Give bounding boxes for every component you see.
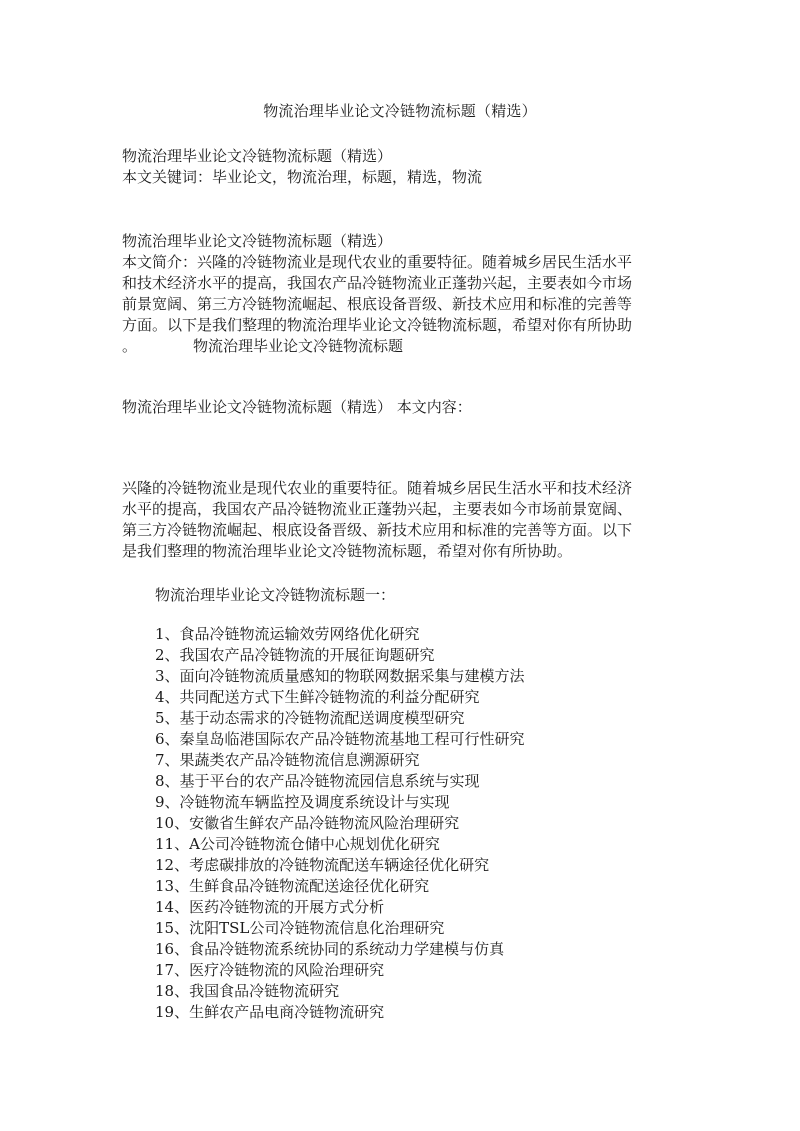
content-heading-block [122, 397, 682, 418]
summary-line: 前景宽阔、第三方冷链物流崛起、根底设备晋级、新技术应用和标准的完善等 [122, 295, 633, 313]
list-item: 8、基于平台的农产品冷链物流园信息系统与实现 [155, 772, 480, 790]
list-item: 18、我国食品冷链物流研究 [155, 982, 340, 1000]
list-item: 16、食品冷链物流系统协同的系统动力学建模与仿真 [155, 940, 505, 958]
keywords-line: 本文关键词：毕业论文，物流治理，标题，精选，物流 [122, 168, 483, 186]
body-block [122, 478, 682, 562]
body-line: 水平的提高，我国农产品冷链物流业正蓬勃兴起，主要表如今市场前景宽阔、 [122, 500, 633, 518]
document-title: 物流治理毕业论文冷链物流标题（精选） [263, 102, 537, 120]
title-list [155, 624, 525, 1023]
list-item: 10、安徽省生鲜农产品冷链物流风险治理研究 [155, 814, 460, 832]
body-line: 第三方冷链物流崛起、根底设备晋级、新技术应用和标准的完善等方面。以下 [122, 521, 633, 539]
list-item: 2、我国农产品冷链物流的开展征询题研究 [155, 646, 435, 664]
list-item: 6、秦皇岛临港国际农产品冷链物流基地工程可行性研究 [155, 730, 525, 748]
list-heading: 物流治理毕业论文冷链物流标题一： [155, 586, 396, 604]
body-line: 是我们整理的物流治理毕业论文冷链物流标题，希望对你有所协助。 [122, 542, 573, 560]
content-heading: 物流治理毕业论文冷链物流标题（精选） 本文内容： [122, 398, 472, 416]
list-item: 7、果蔬类农产品冷链物流信息溯源研究 [155, 751, 420, 769]
list-item: 4、共同配送方式下生鲜冷链物流的利益分配研究 [155, 688, 480, 706]
list-item: 19、生鲜农产品电商冷链物流研究 [155, 1003, 385, 1021]
summary-line: 和技术经济水平的提高，我国农产品冷链物流业正蓬勃兴起，主要表如今市场 [122, 274, 633, 292]
summary-last-line [122, 336, 682, 357]
summary-inline-title: 物流治理毕业论文冷链物流标题 [193, 337, 404, 355]
summary-block [122, 231, 682, 357]
list-item: 13、生鲜食品冷链物流配送途径优化研究 [155, 877, 430, 895]
header-block [122, 146, 682, 188]
list-item: 3、面向冷链物流质量感知的物联网数据采集与建模方法 [155, 667, 525, 685]
summary-line: 方面。以下是我们整理的物流治理毕业论文冷链物流标题，希望对你有所协助 [122, 316, 633, 334]
body-line: 兴隆的冷链物流业是现代农业的重要特征。随着城乡居民生活水平和技术经济 [122, 479, 633, 497]
summary-title-line: 物流治理毕业论文冷链物流标题（精选） [122, 232, 393, 250]
list-item: 9、冷链物流车辆监控及调度系统设计与实现 [155, 793, 450, 811]
list-item: 11、A公司冷链物流仓储中心规划优化研究 [155, 835, 440, 853]
list-item: 1、食品冷链物流运输效劳网络优化研究 [155, 625, 420, 643]
header-title-line: 物流治理毕业论文冷链物流标题（精选） [122, 147, 393, 165]
list-item: 15、沈阳TSL公司冷链物流信息化治理研究 [155, 919, 445, 937]
list-item: 17、医疗冷链物流的风险治理研究 [155, 961, 385, 979]
summary-period: 。 [122, 337, 138, 355]
list-item: 12、考虑碳排放的冷链物流配送车辆途径优化研究 [155, 856, 490, 874]
list-item: 14、医药冷链物流的开展方式分析 [155, 898, 385, 916]
list-item: 5、基于动态需求的冷链物流配送调度模型研究 [155, 709, 465, 727]
summary-line: 本文简介：兴隆的冷链物流业是现代农业的重要特征。随着城乡居民生活水平 [122, 253, 633, 271]
